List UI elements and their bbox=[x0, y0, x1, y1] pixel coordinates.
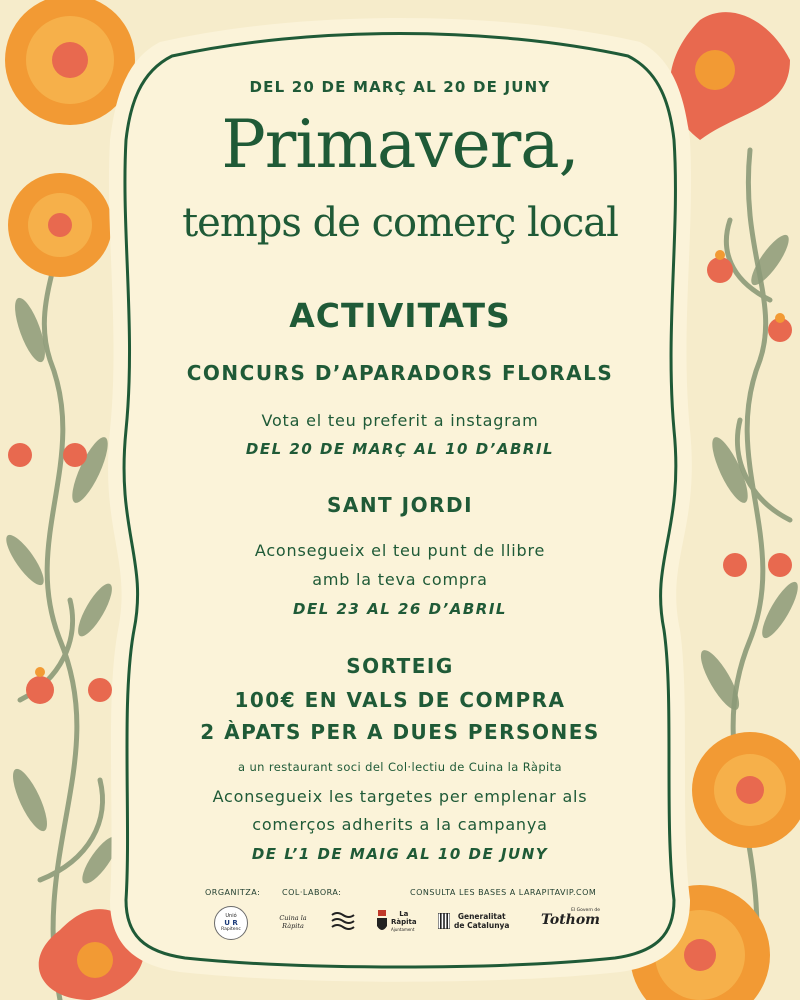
rules-link[interactable]: CONSULTA LES BASES A LARAPITAVIP.COM bbox=[410, 888, 597, 897]
generalitat-logo-line2: de Catalunya bbox=[454, 921, 510, 930]
contest-dates: DEL 20 DE MARÇ AL 10 D’ABRIL bbox=[245, 440, 555, 458]
sant-jordi-title: SANT JORDI bbox=[326, 493, 474, 517]
raffle-title: SORTEIG bbox=[346, 654, 454, 678]
collaborator-label: COL·LABORA: bbox=[282, 888, 342, 897]
raffle-dates: DE L’1 DE MAIG AL 10 DE JUNY bbox=[251, 845, 549, 863]
larapita-logo-line3: Ajuntament bbox=[391, 927, 415, 932]
campaign-date-range: DEL 20 DE MARÇ AL 20 DE JUNY bbox=[249, 78, 551, 96]
larapita-emblem-icon bbox=[376, 910, 388, 934]
page-subtitle: temps de comerç local bbox=[182, 200, 618, 246]
tothom-logo-top: El Govern de bbox=[571, 908, 600, 913]
raffle-note: a un restaurant soci del Col·lectiu de Cuina la Ràpita bbox=[237, 760, 562, 774]
poster-content bbox=[140, 0, 660, 1000]
tothom-logo-text: Tothom bbox=[541, 912, 600, 928]
sant-jordi-text-1: Aconsegueix el teu punt de llibre bbox=[254, 541, 546, 560]
sant-jordi-text-2: amb la teva compra bbox=[312, 570, 488, 589]
union-logo-line1: Unió bbox=[225, 913, 237, 919]
contest-text: Vota el teu preferit a instagram bbox=[261, 411, 539, 430]
activities-heading: ACTIVITATS bbox=[289, 296, 511, 335]
generalitat-logo-line1: Generalitat bbox=[457, 912, 506, 921]
waves-logo-icon bbox=[330, 910, 356, 932]
organizer-label: ORGANITZA: bbox=[205, 888, 261, 897]
raffle-text-2: comerços adherits a la campanya bbox=[252, 815, 548, 834]
union-logo-mark: U R bbox=[224, 919, 238, 927]
page-title: Primavera, bbox=[221, 106, 579, 183]
larapita-logo-line2: Ràpita bbox=[391, 918, 417, 926]
contest-title: CONCURS D’APARADORS FLORALS bbox=[186, 361, 614, 385]
raffle-text-1: Aconsegueix les targetes per emplenar als bbox=[212, 787, 588, 806]
sant-jordi-dates: DEL 23 AL 26 D’ABRIL bbox=[293, 600, 507, 618]
raffle-prize-2: 2 ÀPATS PER A DUES PERSONES bbox=[200, 720, 600, 744]
raffle-prize-1: 100€ EN VALS DE COMPRA bbox=[234, 688, 566, 712]
cuina-logo: Cuina la Ràpita bbox=[279, 914, 307, 930]
generalitat-flag-icon bbox=[438, 913, 450, 929]
union-logo bbox=[214, 906, 248, 940]
union-logo-line2: Rapitenc bbox=[221, 927, 241, 932]
larapita-logo-line1: La bbox=[399, 910, 409, 918]
tothom-logo bbox=[528, 908, 600, 928]
